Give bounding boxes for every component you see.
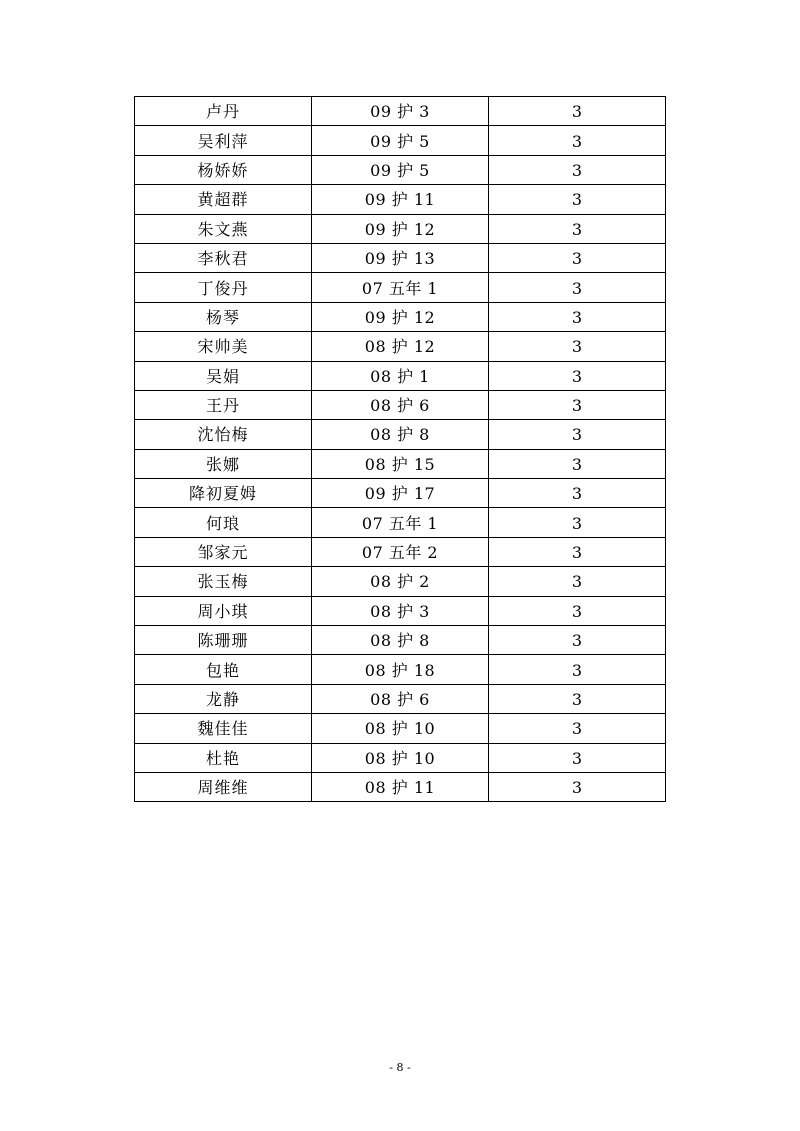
score-cell: 3 [489,772,666,801]
table-row [135,626,666,655]
table-row [135,126,666,155]
table-row [135,361,666,390]
class-cell: 08 护 2 [312,567,489,596]
class-cell: 09 护 12 [312,302,489,331]
student-name-cell: 包艳 [135,655,312,684]
student-name-cell: 何琅 [135,508,312,537]
student-name-cell: 陈珊珊 [135,626,312,655]
score-cell: 3 [489,537,666,566]
class-cell: 08 护 8 [312,626,489,655]
student-name-cell: 杨娇娇 [135,155,312,184]
class-cell: 08 护 15 [312,449,489,478]
score-cell: 3 [489,449,666,478]
class-cell: 09 护 13 [312,243,489,272]
class-cell: 08 护 6 [312,684,489,713]
student-name-cell: 魏佳佳 [135,714,312,743]
table-row [135,655,666,684]
score-cell: 3 [489,185,666,214]
student-name-cell: 张娜 [135,449,312,478]
table-row [135,772,666,801]
score-cell: 3 [489,596,666,625]
student-name-cell: 杜艳 [135,743,312,772]
table-row [135,714,666,743]
table-row [135,302,666,331]
class-cell: 07 五年 2 [312,537,489,566]
student-name-cell: 卢丹 [135,97,312,126]
table-row [135,185,666,214]
table-row [135,479,666,508]
table-row [135,567,666,596]
student-name-cell: 黄超群 [135,185,312,214]
score-cell: 3 [489,243,666,272]
table-row [135,214,666,243]
table-row [135,97,666,126]
score-cell: 3 [489,479,666,508]
score-cell: 3 [489,390,666,419]
student-name-cell: 宋帅美 [135,332,312,361]
class-cell: 09 护 12 [312,214,489,243]
student-name-cell: 周小琪 [135,596,312,625]
student-name-cell: 吴娟 [135,361,312,390]
student-score-table [134,96,666,802]
score-cell: 3 [489,655,666,684]
score-cell: 3 [489,332,666,361]
class-cell: 08 护 1 [312,361,489,390]
class-cell: 09 护 17 [312,479,489,508]
student-name-cell: 朱文燕 [135,214,312,243]
score-cell: 3 [489,97,666,126]
student-name-cell: 邹家元 [135,537,312,566]
score-cell: 3 [489,214,666,243]
score-cell: 3 [489,567,666,596]
score-cell: 3 [489,420,666,449]
student-name-cell: 龙静 [135,684,312,713]
student-name-cell: 杨琴 [135,302,312,331]
table-body [135,97,666,802]
class-cell: 08 护 8 [312,420,489,449]
class-cell: 08 护 18 [312,655,489,684]
table-row [135,449,666,478]
student-name-cell: 丁俊丹 [135,273,312,302]
table-row [135,243,666,272]
score-cell: 3 [489,743,666,772]
table-row [135,420,666,449]
score-cell: 3 [489,361,666,390]
table-row [135,390,666,419]
class-cell: 08 护 6 [312,390,489,419]
student-name-cell: 张玉梅 [135,567,312,596]
class-cell: 08 护 3 [312,596,489,625]
table-row [135,155,666,184]
class-cell: 08 护 10 [312,743,489,772]
class-cell: 07 五年 1 [312,508,489,537]
class-cell: 09 护 5 [312,126,489,155]
student-name-cell: 王丹 [135,390,312,419]
page-number: - 8 - [389,1061,411,1074]
score-cell: 3 [489,684,666,713]
table-row [135,537,666,566]
score-cell: 3 [489,302,666,331]
class-cell: 09 护 11 [312,185,489,214]
student-name-cell: 周维维 [135,772,312,801]
score-cell: 3 [489,626,666,655]
student-name-cell: 吴利萍 [135,126,312,155]
table-row [135,684,666,713]
student-name-cell: 李秋君 [135,243,312,272]
table-row [135,332,666,361]
table-row [135,273,666,302]
student-name-cell: 降初夏姆 [135,479,312,508]
score-cell: 3 [489,273,666,302]
class-cell: 08 护 12 [312,332,489,361]
student-name-cell: 沈怡梅 [135,420,312,449]
class-cell: 07 五年 1 [312,273,489,302]
table-row [135,743,666,772]
class-cell: 09 护 3 [312,97,489,126]
class-cell: 08 护 10 [312,714,489,743]
score-cell: 3 [489,155,666,184]
score-cell: 3 [489,126,666,155]
table-row [135,508,666,537]
class-cell: 09 护 5 [312,155,489,184]
score-cell: 3 [489,508,666,537]
class-cell: 08 护 11 [312,772,489,801]
score-cell: 3 [489,714,666,743]
table-row [135,596,666,625]
